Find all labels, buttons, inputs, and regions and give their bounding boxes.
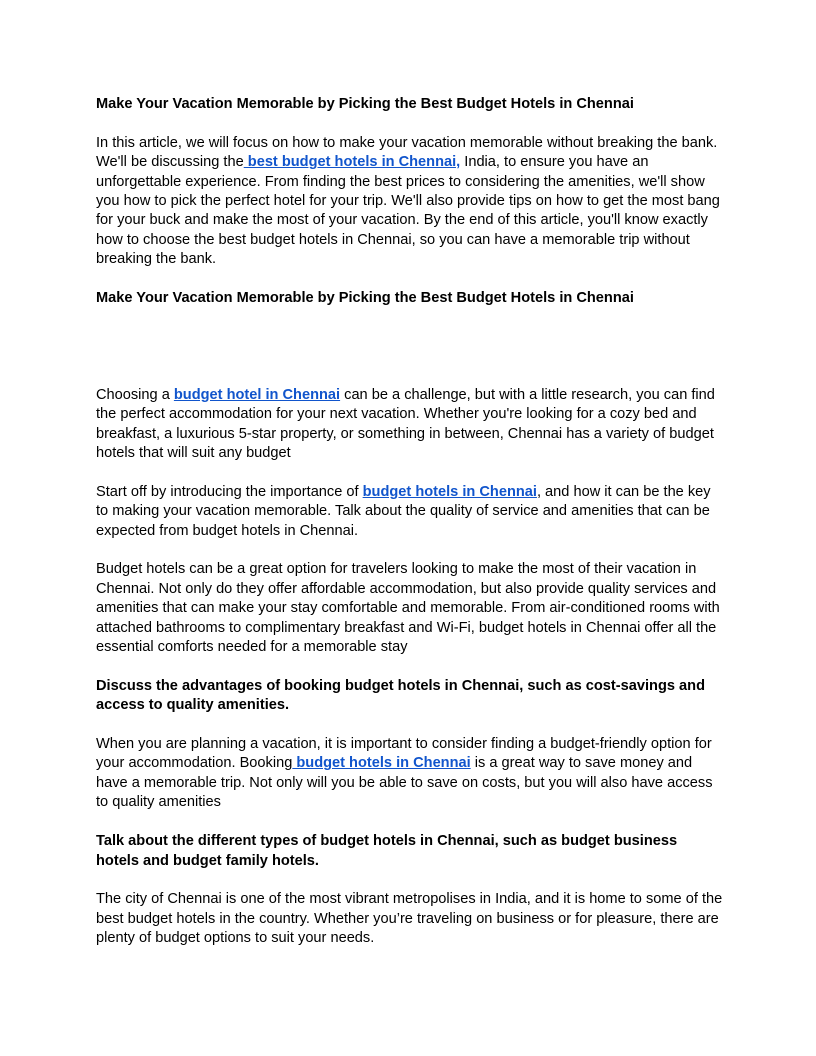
booking-budget-hotels-link[interactable]: budget hotels in Chennai (292, 755, 471, 772)
intro-paragraph (96, 134, 724, 270)
types-heading: Talk about the different types of budget hotels in Chennai, such as budget business hotels and budget family hotels. (96, 833, 678, 869)
importance-paragraph (96, 483, 724, 541)
planning-text-after: is a great way to save money and have a memorable trip. Not only will you be able to save on costs, but you will also have access to quality amenities (96, 755, 713, 811)
budget-hotels-link[interactable]: budget hotels in Chennai (362, 483, 537, 500)
importance-text-after: , and how it can be the key to making your vacation memorable. Talk about the quality of service and amenities that can be expected from budget hotels in Chennai. (96, 483, 711, 539)
budget-hotel-link[interactable]: budget hotel in Chennai (173, 386, 341, 403)
option-paragraph: Budget hotels can be a great option for travelers looking to make the most of their vacation in Chennai. Not only do they offer affordable accommodation, but also provide quality services and amenities that can make your stay comfortable and memorable. From air-conditioned rooms with attached bathrooms to complimentary breakfast and Wi-Fi, budget hotels in Chennai offer all the essential comforts needed for a memorable stay (96, 561, 720, 656)
intro-text-before: In this article, we will focus on how to make your vacation memorable without breaking the bank. We'll be discussing the (96, 134, 718, 171)
heading-title: Make Your Vacation Memorable by Picking the Best Budget Hotels in Chennai (96, 96, 634, 112)
planning-paragraph (96, 735, 724, 813)
intro-text-after: India, to ensure you have an unforgettable experience. From finding the best prices to considering the amenities, we'll show you how to pick the perfect hotel for your trip. We'll also provide tips on how to get the most bang for your buck and make the most of your vacation. By the end of this article, you'll know exactly how to choose the best budget hotels in Chennai, so you can have a memorable trip without breaking the bank. (96, 154, 720, 268)
best-budget-hotels-link[interactable]: best budget hotels in Chennai, (243, 154, 461, 171)
importance-text-before: Start off by introducing the importance of (96, 483, 363, 500)
document-page (96, 95, 724, 968)
heading-repeat: Make Your Vacation Memorable by Picking the Best Budget Hotels in Chennai (96, 290, 634, 307)
choosing-paragraph (96, 386, 724, 464)
blank-space (96, 328, 724, 386)
city-paragraph: The city of Chennai is one of the most vibrant metropolises in India, and it is home to some of the best budget hotels in the country. Whether you’re traveling on business or for pleasure, there are plenty of budget options to suit your needs. (96, 891, 723, 947)
choosing-text-after: can be a challenge, but with a little research, you can find the perfect accommodation for your next vacation. Whether you're looking for a cozy bed and breakfast, a luxurious 5-star property, or something in between, Chennai has a variety of budget hotels that will suit any budget (96, 386, 715, 462)
planning-text-before: When you are planning a vacation, it is important to consider finding a budget-friendly option for your accommodation. Booking (96, 736, 712, 772)
advantages-heading: Discuss the advantages of booking budget hotels in Chennai, such as cost-savings and access to quality amenities. (96, 677, 705, 714)
choosing-text-before: Choosing a (96, 386, 174, 403)
